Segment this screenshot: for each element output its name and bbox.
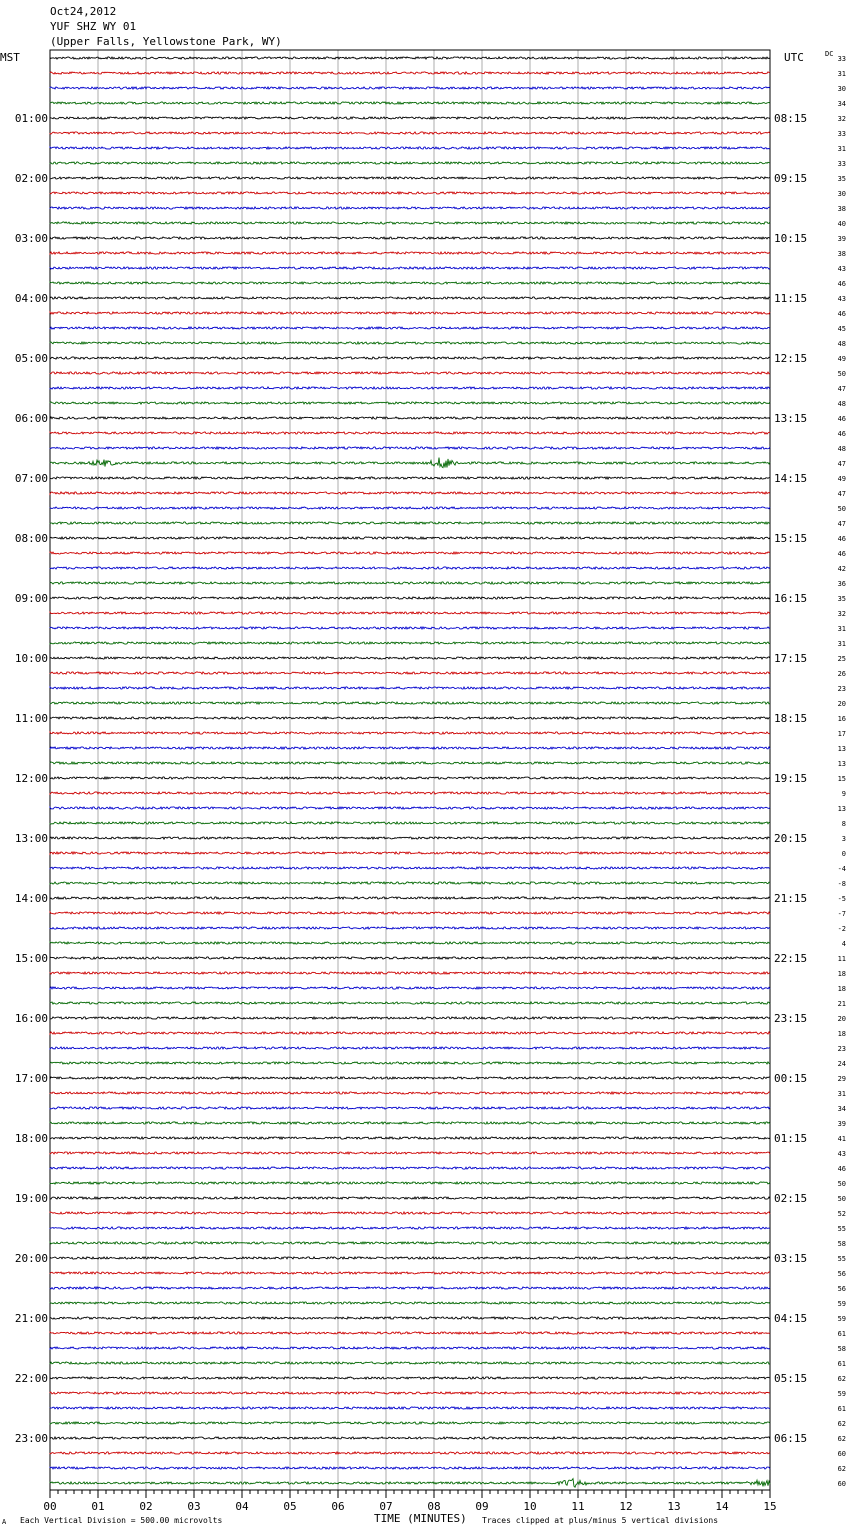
trace-row xyxy=(50,612,770,614)
x-tick-label: 05 xyxy=(283,1500,297,1513)
trace-row xyxy=(50,447,770,449)
dc-offset-label: 23 xyxy=(837,1045,846,1053)
utc-hour-label: 21:15 xyxy=(774,892,808,905)
trace-row xyxy=(50,327,770,329)
dc-offset-label: 61 xyxy=(837,1330,846,1338)
mst-hour-label: 02:00 xyxy=(14,172,48,185)
dc-offset-label: 43 xyxy=(837,295,846,303)
dc-offset-label: 13 xyxy=(837,805,846,813)
dc-offset-label: 31 xyxy=(837,625,846,633)
trace-row xyxy=(50,747,770,749)
dc-offset-label: 32 xyxy=(837,115,846,123)
trace-row xyxy=(50,642,770,644)
x-tick-label: 04 xyxy=(235,1500,249,1513)
utc-hour-label: 18:15 xyxy=(774,712,808,725)
dc-offset-label: 26 xyxy=(837,670,846,678)
trace-row xyxy=(50,1122,770,1124)
trace-row xyxy=(50,717,770,719)
dc-offset-label: 31 xyxy=(837,145,846,153)
utc-hour-label: 10:15 xyxy=(774,232,808,245)
mst-hour-label: 13:00 xyxy=(14,832,48,845)
trace-row xyxy=(50,732,770,734)
dc-offset-label: 21 xyxy=(837,1000,846,1008)
utc-hour-label: 11:15 xyxy=(774,292,808,305)
dc-offset-label: 8 xyxy=(841,820,846,828)
trace-row xyxy=(50,1017,770,1019)
dc-offset-label: 48 xyxy=(837,340,846,348)
trace-row xyxy=(50,1002,770,1004)
mst-hour-label: 09:00 xyxy=(14,592,48,605)
trace-row xyxy=(50,357,770,359)
dc-offset-label: 62 xyxy=(837,1435,846,1443)
dc-offset-label: 29 xyxy=(837,1075,846,1083)
dc-offset-label: 34 xyxy=(837,100,846,108)
trace-row xyxy=(50,492,770,494)
dc-offset-label: 61 xyxy=(837,1405,846,1413)
trace-row xyxy=(50,72,770,74)
x-tick-label: 06 xyxy=(331,1500,345,1513)
trace-rows xyxy=(50,55,846,1488)
utc-hour-label: 17:15 xyxy=(774,652,808,665)
utc-hour-label: 06:15 xyxy=(774,1432,808,1445)
dc-offset-label: 38 xyxy=(837,205,846,213)
trace-row xyxy=(50,237,770,239)
trace-row xyxy=(50,1047,770,1049)
utc-hour-label: 04:15 xyxy=(774,1312,808,1325)
dc-offset-label: 50 xyxy=(837,505,846,513)
dc-offset-label: 50 xyxy=(837,1180,846,1188)
utc-hour-label: 01:15 xyxy=(774,1132,808,1145)
x-tick-label: 13 xyxy=(667,1500,681,1513)
trace-row xyxy=(50,1182,770,1184)
dc-offset-label: 39 xyxy=(837,235,846,243)
utc-hour-label: 22:15 xyxy=(774,952,808,965)
trace-row xyxy=(50,927,770,929)
dc-offset-label: 39 xyxy=(837,1120,846,1128)
trace-row xyxy=(50,912,770,914)
trace-row xyxy=(50,1407,770,1409)
dc-offset-label: 47 xyxy=(837,385,846,393)
trace-row xyxy=(50,1137,770,1139)
trace-row xyxy=(50,312,770,314)
dc-offset-label: 30 xyxy=(837,85,846,93)
utc-hour-label: 05:15 xyxy=(774,1372,808,1385)
x-tick-label: 02 xyxy=(139,1500,153,1513)
dc-offset-label: 3 xyxy=(841,835,846,843)
trace-row xyxy=(50,972,770,974)
utc-hour-label: 20:15 xyxy=(774,832,808,845)
trace-row xyxy=(50,147,770,149)
trace-row xyxy=(50,162,770,164)
mst-hour-label: 11:00 xyxy=(14,712,48,725)
x-tick-label: 08 xyxy=(427,1500,441,1513)
dc-offset-label: 35 xyxy=(837,595,846,603)
mst-hour-label: 12:00 xyxy=(14,772,48,785)
dc-offset-label: 61 xyxy=(837,1360,846,1368)
trace-row xyxy=(50,762,770,764)
dc-offset-label: 59 xyxy=(837,1315,846,1323)
trace-row xyxy=(50,1347,770,1349)
dc-offset-label: 20 xyxy=(837,1015,846,1023)
mst-hour-label: 08:00 xyxy=(14,532,48,545)
trace-row xyxy=(50,822,770,824)
trace-row xyxy=(50,1242,770,1244)
dc-offset-label: 25 xyxy=(837,655,846,663)
dc-offset-label: 55 xyxy=(837,1225,846,1233)
dc-offset-label: 33 xyxy=(837,55,846,63)
trace-row xyxy=(50,897,770,899)
dc-offset-label: 34 xyxy=(837,1105,846,1113)
trace-row xyxy=(50,507,770,509)
trace-row xyxy=(50,627,770,629)
trace-row xyxy=(50,1467,770,1469)
trace-row xyxy=(50,852,770,854)
x-tick-label: 11 xyxy=(571,1500,585,1513)
scale-note: Each Vertical Division = 500.00 microvolts xyxy=(20,1516,223,1525)
trace-row xyxy=(50,222,770,224)
dc-offset-label: 23 xyxy=(837,685,846,693)
trace-row xyxy=(50,1107,770,1109)
dc-offset-label: -4 xyxy=(837,865,846,873)
trace-row xyxy=(50,1032,770,1034)
x-tick-label: 00 xyxy=(43,1500,57,1513)
mst-hour-label: 18:00 xyxy=(14,1132,48,1145)
trace-row xyxy=(50,537,770,539)
dc-offset-label: 13 xyxy=(837,745,846,753)
mst-hour-label: 01:00 xyxy=(14,112,48,125)
dc-offset-label: 47 xyxy=(837,520,846,528)
trace-row xyxy=(50,1437,770,1439)
dc-offset-label: 59 xyxy=(837,1300,846,1308)
utc-hour-label: 03:15 xyxy=(774,1252,808,1265)
dc-offset-label: 62 xyxy=(837,1465,846,1473)
trace-row xyxy=(50,177,770,179)
trace-row xyxy=(50,87,770,89)
mst-hour-label: 06:00 xyxy=(14,412,48,425)
dc-offset-label: 46 xyxy=(837,550,846,558)
dc-offset-label: -7 xyxy=(837,910,846,918)
dc-offset-label: 48 xyxy=(837,445,846,453)
x-tick-label: 10 xyxy=(523,1500,537,1513)
dc-offset-label: 18 xyxy=(837,985,846,993)
utc-hour-label: 19:15 xyxy=(774,772,808,785)
mst-hour-label: 10:00 xyxy=(14,652,48,665)
dc-offset-label: 32 xyxy=(837,610,846,618)
trace-row xyxy=(50,1302,770,1304)
trace-row xyxy=(50,1077,770,1079)
clip-note: Traces clipped at plus/minus 5 vertical divisions xyxy=(482,1516,719,1525)
trace-row xyxy=(50,1479,770,1487)
dc-offset-label: 46 xyxy=(837,310,846,318)
dc-offset-label: 9 xyxy=(841,790,846,798)
trace-row xyxy=(50,522,770,524)
mst-hour-label: 07:00 xyxy=(14,472,48,485)
dc-offset-label: 31 xyxy=(837,640,846,648)
x-tick-label: 14 xyxy=(715,1500,729,1513)
mst-hour-label: 16:00 xyxy=(14,1012,48,1025)
trace-row xyxy=(50,987,770,989)
dc-offset-label: 31 xyxy=(837,1090,846,1098)
trace-row xyxy=(50,867,770,869)
trace-row xyxy=(50,957,770,959)
mst-hour-label: 04:00 xyxy=(14,292,48,305)
trace-row xyxy=(50,657,770,659)
x-tick-label: 03 xyxy=(187,1500,201,1513)
trace-row xyxy=(50,458,770,468)
dc-offset-label: 46 xyxy=(837,430,846,438)
dc-offset-label: 13 xyxy=(837,760,846,768)
dc-offset-label: 20 xyxy=(837,700,846,708)
trace-row xyxy=(50,1197,770,1199)
utc-hour-label: 14:15 xyxy=(774,472,808,485)
dc-offset-label: 60 xyxy=(837,1480,846,1488)
dc-offset-label: 33 xyxy=(837,130,846,138)
trace-row xyxy=(50,132,770,134)
trace-row xyxy=(50,432,770,434)
dc-offset-label: 30 xyxy=(837,190,846,198)
utc-hour-label: 09:15 xyxy=(774,172,808,185)
trace-row xyxy=(50,582,770,584)
trace-row xyxy=(50,1212,770,1214)
utc-hour-label: 13:15 xyxy=(774,412,808,425)
trace-row xyxy=(50,1362,770,1364)
dc-offset-label: 46 xyxy=(837,280,846,288)
dc-offset-label: -2 xyxy=(837,925,846,933)
dc-offset-label: 17 xyxy=(837,730,846,738)
trace-row xyxy=(50,1092,770,1094)
trace-row xyxy=(50,1272,770,1274)
mst-hour-label: 19:00 xyxy=(14,1192,48,1205)
trace-row xyxy=(50,792,770,794)
trace-row xyxy=(50,1332,770,1334)
corner-mark: A xyxy=(2,1518,7,1526)
trace-row xyxy=(50,672,770,674)
location-label: (Upper Falls, Yellowstone Park, WY) xyxy=(50,35,282,48)
utc-hour-label: 12:15 xyxy=(774,352,808,365)
trace-row xyxy=(50,687,770,689)
trace-row xyxy=(50,297,770,299)
x-tick-label: 15 xyxy=(763,1500,777,1513)
dc-offset-label: 18 xyxy=(837,1030,846,1038)
mst-hour-label: 21:00 xyxy=(14,1312,48,1325)
dc-offset-label: 11 xyxy=(837,955,846,963)
dc-offset-label: -5 xyxy=(837,895,846,903)
trace-row xyxy=(50,1062,770,1064)
trace-row xyxy=(50,837,770,839)
trace-row xyxy=(50,567,770,569)
dc-offset-label: 55 xyxy=(837,1255,846,1263)
trace-row xyxy=(50,1257,770,1259)
trace-row xyxy=(50,807,770,809)
trace-row xyxy=(50,1422,770,1424)
trace-row xyxy=(50,1227,770,1229)
dc-offset-label: 15 xyxy=(837,775,846,783)
trace-row xyxy=(50,552,770,554)
trace-row xyxy=(50,597,770,599)
dc-offset-label: 58 xyxy=(837,1240,846,1248)
trace-row xyxy=(50,282,770,284)
dc-offset-label: 42 xyxy=(837,565,846,573)
time-axis xyxy=(43,1490,776,1513)
dc-offset-label: 31 xyxy=(837,70,846,78)
dc-offset-label: 50 xyxy=(837,1195,846,1203)
dc-offset-label: 62 xyxy=(837,1375,846,1383)
trace-row xyxy=(50,102,770,104)
utc-hour-label: 02:15 xyxy=(774,1192,808,1205)
mst-hour-label: 05:00 xyxy=(14,352,48,365)
mst-hour-label: 23:00 xyxy=(14,1432,48,1445)
date-label: Oct24,2012 xyxy=(50,5,117,18)
mst-hour-label: 15:00 xyxy=(14,952,48,965)
dc-offset-label: 43 xyxy=(837,265,846,273)
dc-offset-label: 49 xyxy=(837,355,846,363)
dc-offset-label: 48 xyxy=(837,400,846,408)
trace-row xyxy=(50,1152,770,1154)
dc-offset-label: 46 xyxy=(837,415,846,423)
dc-offset-label: 56 xyxy=(837,1270,846,1278)
trace-row xyxy=(50,1377,770,1379)
trace-row xyxy=(50,477,770,479)
dc-offset-label: 38 xyxy=(837,250,846,258)
dc-offset-label: 47 xyxy=(837,490,846,498)
x-axis-title: TIME (MINUTES) xyxy=(374,1512,467,1525)
dc-offset-label: 40 xyxy=(837,220,846,228)
trace-row xyxy=(50,1392,770,1394)
mst-hour-label: 22:00 xyxy=(14,1372,48,1385)
utc-axis-title: UTC xyxy=(784,51,804,64)
dc-offset-label: 59 xyxy=(837,1390,846,1398)
trace-row xyxy=(50,342,770,344)
trace-row xyxy=(50,117,770,119)
dc-offset-label: 35 xyxy=(837,175,846,183)
trace-row xyxy=(50,702,770,704)
trace-row xyxy=(50,1287,770,1289)
dc-offset-label: 46 xyxy=(837,535,846,543)
trace-row xyxy=(50,372,770,374)
dc-offset-label: 49 xyxy=(837,475,846,483)
trace-row xyxy=(50,1167,770,1169)
trace-row xyxy=(50,777,770,779)
trace-row xyxy=(50,192,770,194)
mst-hour-label: 20:00 xyxy=(14,1252,48,1265)
mst-hour-label: 17:00 xyxy=(14,1072,48,1085)
dc-offset-label: 45 xyxy=(837,325,846,333)
station-label: YUF SHZ WY 01 xyxy=(50,20,137,33)
dc-offset-label: 52 xyxy=(837,1210,846,1218)
trace-row xyxy=(50,402,770,404)
dc-offset-label: 41 xyxy=(837,1135,846,1143)
trace-row xyxy=(50,267,770,269)
dc-offset-label: 60 xyxy=(837,1450,846,1458)
utc-hour-label: 15:15 xyxy=(774,532,808,545)
dc-offset-label: 56 xyxy=(837,1285,846,1293)
dc-offset-label: 24 xyxy=(837,1060,846,1068)
dc-offset-label: -8 xyxy=(837,880,846,888)
mst-axis-title: MST xyxy=(0,51,20,64)
dc-offset-label: 58 xyxy=(837,1345,846,1353)
dc-offset-label: 43 xyxy=(837,1150,846,1158)
trace-row xyxy=(50,882,770,884)
dc-offset-label: 62 xyxy=(837,1420,846,1428)
dc-offset-label: 50 xyxy=(837,370,846,378)
dc-axis-title: DC xyxy=(825,50,834,58)
x-tick-label: 07 xyxy=(379,1500,393,1513)
trace-row xyxy=(50,57,770,59)
x-tick-label: 12 xyxy=(619,1500,633,1513)
trace-row xyxy=(50,387,770,389)
x-tick-label: 09 xyxy=(475,1500,489,1513)
dc-offset-label: 46 xyxy=(837,1165,846,1173)
mst-hour-label: 14:00 xyxy=(14,892,48,905)
mst-hour-label: 03:00 xyxy=(14,232,48,245)
utc-hour-label: 16:15 xyxy=(774,592,808,605)
trace-row xyxy=(50,252,770,254)
dc-offset-label: 36 xyxy=(837,580,846,588)
x-tick-label: 01 xyxy=(91,1500,105,1513)
dc-offset-label: 18 xyxy=(837,970,846,978)
trace-row xyxy=(50,1317,770,1319)
utc-hour-label: 00:15 xyxy=(774,1072,808,1085)
utc-hour-label: 23:15 xyxy=(774,1012,808,1025)
dc-offset-label: 33 xyxy=(837,160,846,168)
trace-row xyxy=(50,942,770,944)
trace-row xyxy=(50,1452,770,1454)
dc-offset-label: 16 xyxy=(837,715,846,723)
utc-hour-label: 08:15 xyxy=(774,112,808,125)
trace-row xyxy=(50,207,770,209)
trace-row xyxy=(50,417,770,419)
dc-offset-label: 4 xyxy=(841,940,846,948)
dc-offset-label: 0 xyxy=(841,850,846,858)
dc-offset-label: 47 xyxy=(837,460,846,468)
